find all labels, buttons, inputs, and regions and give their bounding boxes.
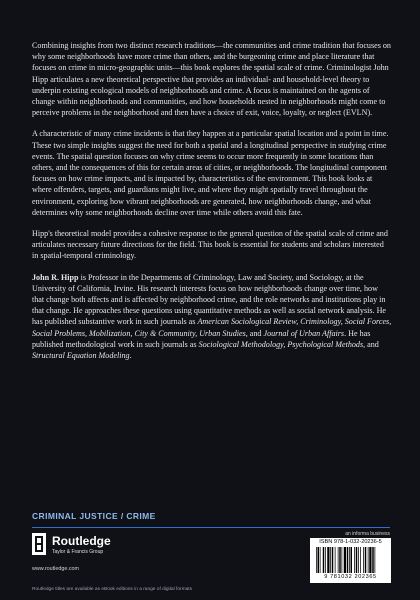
bio-text-3: . He has published methodological work in such journals as xyxy=(32,328,371,349)
isbn-label: ISBN 978-1-032-20236-5 xyxy=(319,539,382,545)
publisher-website: www.routledge.com xyxy=(32,566,80,572)
bio-journals-1: American Sociological Review, Criminology, Social Forces, Social Problems, Mobilization, City & Community, Urban Studies, xyxy=(32,317,392,338)
bio-text-5: . xyxy=(129,351,132,361)
barcode-stripe xyxy=(375,547,376,573)
publisher-logo xyxy=(32,533,182,563)
barcode-number: 9 781032 202365 xyxy=(324,574,377,580)
barcode-stripe xyxy=(318,547,320,573)
barcode-stripe xyxy=(339,547,341,573)
barcode-stripe xyxy=(358,547,359,573)
informa-tagline: an informa business xyxy=(345,531,390,537)
bio-journals-4: Structural Equation Modeling xyxy=(32,351,130,361)
blurb-paragraph-2: A characteristic of many crime incidents is that they happen at a particular spatial location and a point in time. These two simple insights suggest the need for both a spatial and a longitudinal perspective in studying crime events. The spatial question focuses on why crime seems to occur more frequently in some locations than others, and the consequences of this for certain areas of cities, or neighborhoods. The longitudinal component focuses on how crime impacts, and is impacted by, characteristics of the environment. This book looks at where offenders, targets, and guardians might live, and where they might spatially travel throughout the environment, exploring how vibrant neighborhoods are generated, how neighborhoods change, and what determines why some neighborhoods decline over time while others avoid this fate. xyxy=(32,129,389,217)
subject-category: CRIMINAL JUSTICE / CRIME xyxy=(32,511,156,521)
blurb-text xyxy=(32,40,392,371)
barcode-stripe xyxy=(369,547,371,573)
bio-journals-2: Journal of Urban Affairs xyxy=(263,328,345,338)
blurb-paragraph-3: Hipp's theoretical model provides a cohesive response to the general question of the spatial scale of crime and articulates necessary future directions for the field. This book is essential for students and scholars interested in spatial-temporal criminology. xyxy=(32,229,388,261)
barcode-stripe xyxy=(349,547,350,573)
category-divider xyxy=(32,527,390,528)
barcode-stripe xyxy=(342,547,343,573)
barcode-icon xyxy=(316,547,388,573)
bio-text-4: and xyxy=(365,339,379,349)
barcode-stripe xyxy=(368,547,369,573)
bio-text-1: is Professor in the Departments of Criminology, Law and Society, and Sociology, at the University of California, Irvine. His research interests focus on how neighborhoods change over time, how that change both affects and is affected by neighborhood crime, and the role networks and institutions play in that change. He approaches these questions using quantitative methods as well as social network analysis. He has published substantive work in such journals as xyxy=(32,272,387,327)
ebook-note: Routledge titles are available as eBook editions in a range of digital formats xyxy=(32,587,192,592)
barcode-stripe xyxy=(332,547,334,573)
barcode-stripe xyxy=(338,547,339,573)
barcode-stripe xyxy=(354,547,355,573)
barcode-stripe xyxy=(372,547,374,573)
barcode-stripe xyxy=(351,547,353,573)
barcode-stripe xyxy=(327,547,329,573)
author-bio xyxy=(32,272,392,362)
barcode-stripe xyxy=(344,547,346,573)
publisher-name: Routledge xyxy=(52,534,111,548)
barcode-stripe xyxy=(323,547,325,573)
barcode-panel xyxy=(310,538,391,583)
barcode-stripe xyxy=(320,547,321,573)
barcode-stripe xyxy=(316,547,317,573)
barcode-stripe xyxy=(347,547,349,573)
barcode-stripe xyxy=(335,547,336,573)
blurb-paragraph-1: Combining insights from two distinct research traditions—the communities and crime tradition that focuses on why some neighborhoods have more crime than others, and the burgeoning crime and place literature that focuses on crime in micro-geographic units—this book explores the spatial scale of crime. Criminologist John Hipp articulates a new theoretical perspective that provides an individual- and household-level theory to underpin existing ecological models of neighborhoods and crime. A focus is maintained on the agents of change within neighborhoods and communities, and how households nested in neighborhoods might come to perceive problems in the neighborhood and then have a choice of exit, voice, loyalty, or neglect (EVLN). xyxy=(32,41,391,118)
barcode-stripe xyxy=(360,547,361,573)
barcode-stripe xyxy=(356,547,358,573)
routledge-logo-icon xyxy=(32,533,46,555)
barcode-stripe xyxy=(363,547,364,573)
barcode-stripe xyxy=(365,547,367,573)
bio-journals-3: Sociological Methodology, Psychological Methods, xyxy=(198,339,366,349)
author-name: John R. Hipp xyxy=(32,272,79,282)
barcode-stripe xyxy=(325,547,326,573)
bio-text-2: and xyxy=(247,328,264,338)
barcode-stripe xyxy=(330,547,331,573)
publisher-group: Taylor & Francis Group xyxy=(52,549,104,555)
